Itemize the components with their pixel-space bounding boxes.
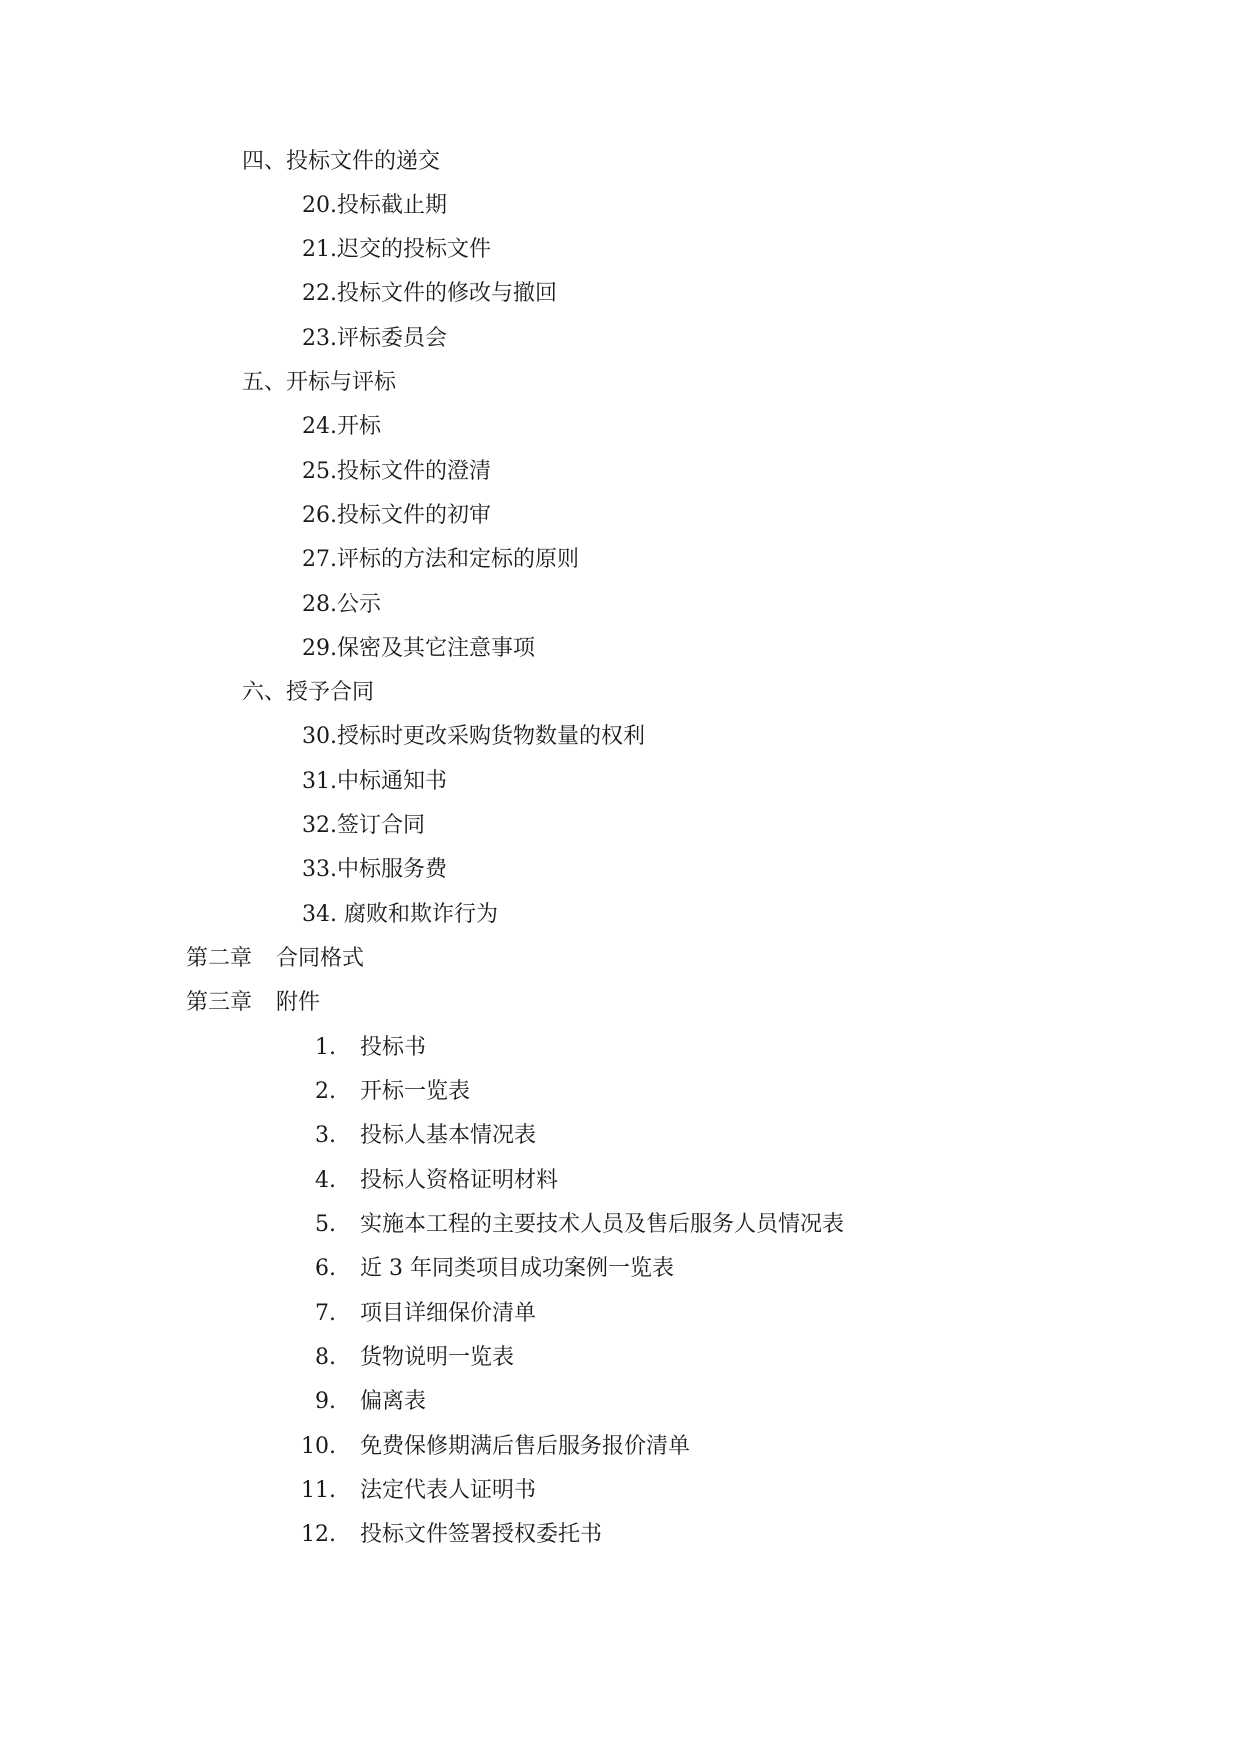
item-text: 实施本工程的主要技术人员及售后服务人员情况表 — [360, 1212, 845, 1237]
item-number: 3. — [315, 1123, 336, 1148]
item-text: 项目详细保价清单 — [360, 1301, 537, 1326]
item-number: 31. — [302, 769, 337, 794]
item-text: 评标的方法和定标的原则 — [337, 547, 580, 572]
appendix-item — [292, 1432, 690, 1462]
item-number: 8. — [315, 1345, 336, 1370]
item-number: 28. — [302, 592, 337, 617]
toc-item — [302, 235, 491, 265]
toc-item — [302, 191, 447, 221]
item-number: 7. — [315, 1301, 336, 1326]
item-number: 11. — [301, 1478, 336, 1503]
chapter-label: 第三章 — [186, 990, 253, 1015]
chapter-heading — [186, 944, 364, 974]
item-text: 免费保修期满后售后服务报价清单 — [360, 1434, 691, 1459]
item-number: 22. — [302, 281, 337, 306]
toc-item — [302, 501, 491, 531]
appendix-item — [292, 1121, 536, 1151]
item-text: 公示 — [337, 592, 382, 617]
item-number: 1. — [315, 1035, 336, 1060]
chapter-label: 第二章 — [186, 946, 253, 971]
item-text: 投标文件签署授权委托书 — [360, 1522, 603, 1547]
item-number: 34. — [302, 902, 337, 927]
item-number: 4. — [315, 1168, 336, 1193]
item-text: 授标时更改采购货物数量的权利 — [337, 724, 646, 749]
appendix-item — [292, 1077, 470, 1107]
item-text: 投标文件的初审 — [337, 503, 492, 528]
item-text: 开标 — [337, 414, 382, 439]
item-number: 32. — [302, 813, 337, 838]
item-text: 货物说明一览表 — [360, 1345, 515, 1370]
item-number: 24. — [302, 414, 337, 439]
item-text: 签订合同 — [337, 813, 426, 838]
toc-item — [302, 545, 579, 575]
item-number: 25. — [302, 459, 337, 484]
toc-item — [302, 722, 645, 752]
item-text: 投标文件的澄清 — [337, 459, 492, 484]
section-heading: 六、授予合同 — [242, 680, 375, 705]
item-text: 评标委员会 — [337, 326, 448, 351]
item-text: 投标截止期 — [337, 193, 448, 218]
item-text: 投标人资格证明材料 — [360, 1168, 559, 1193]
item-number: 21. — [302, 237, 337, 262]
item-text: 迟交的投标文件 — [337, 237, 492, 262]
appendix-item — [292, 1343, 514, 1373]
item-number: 27. — [302, 547, 337, 572]
chapter-heading — [186, 988, 320, 1018]
appendix-item — [292, 1210, 844, 1240]
appendix-item — [292, 1033, 426, 1063]
toc-item — [302, 457, 491, 487]
appendix-item — [292, 1520, 602, 1550]
section-heading: 五、开标与评标 — [242, 370, 397, 395]
item-number: 2. — [315, 1079, 336, 1104]
item-text: 投标人基本情况表 — [360, 1123, 537, 1148]
toc-item — [302, 324, 447, 354]
item-text: 偏离表 — [360, 1389, 427, 1414]
item-text: 投标书 — [360, 1035, 427, 1060]
toc-item — [302, 279, 557, 309]
item-number: 20. — [302, 193, 337, 218]
item-number: 30. — [302, 724, 337, 749]
toc-item — [302, 900, 498, 930]
chapter-title: 合同格式 — [276, 946, 365, 971]
section-heading: 四、投标文件的递交 — [242, 149, 441, 174]
item-text: 近 3 年同类项目成功案例一览表 — [360, 1256, 674, 1281]
appendix-item — [292, 1166, 558, 1196]
chapter-title: 附件 — [276, 990, 321, 1015]
item-number: 10. — [301, 1434, 336, 1459]
item-text: 投标文件的修改与撤回 — [337, 281, 558, 306]
toc-item — [302, 767, 447, 797]
item-number: 26. — [302, 503, 337, 528]
toc-item — [302, 811, 425, 841]
toc-item — [302, 590, 381, 620]
item-number: 9. — [315, 1389, 336, 1414]
item-text: 开标一览表 — [360, 1079, 471, 1104]
item-number: 6. — [315, 1256, 336, 1281]
item-number: 33. — [302, 857, 337, 882]
item-text: 法定代表人证明书 — [360, 1478, 537, 1503]
appendix-item — [292, 1476, 536, 1506]
item-text: 中标服务费 — [337, 857, 448, 882]
toc-item — [302, 634, 535, 664]
item-number: 12. — [301, 1522, 336, 1547]
item-text: 中标通知书 — [337, 769, 448, 794]
toc-item — [302, 855, 447, 885]
appendix-item — [292, 1254, 674, 1284]
item-text: 腐败和欺诈行为 — [337, 902, 498, 927]
item-number: 23. — [302, 326, 337, 351]
toc-item — [302, 412, 381, 442]
item-number: 29. — [302, 636, 337, 661]
item-text: 保密及其它注意事项 — [337, 636, 536, 661]
appendix-item — [292, 1299, 536, 1329]
item-number: 5. — [315, 1212, 336, 1237]
appendix-item — [292, 1387, 426, 1417]
